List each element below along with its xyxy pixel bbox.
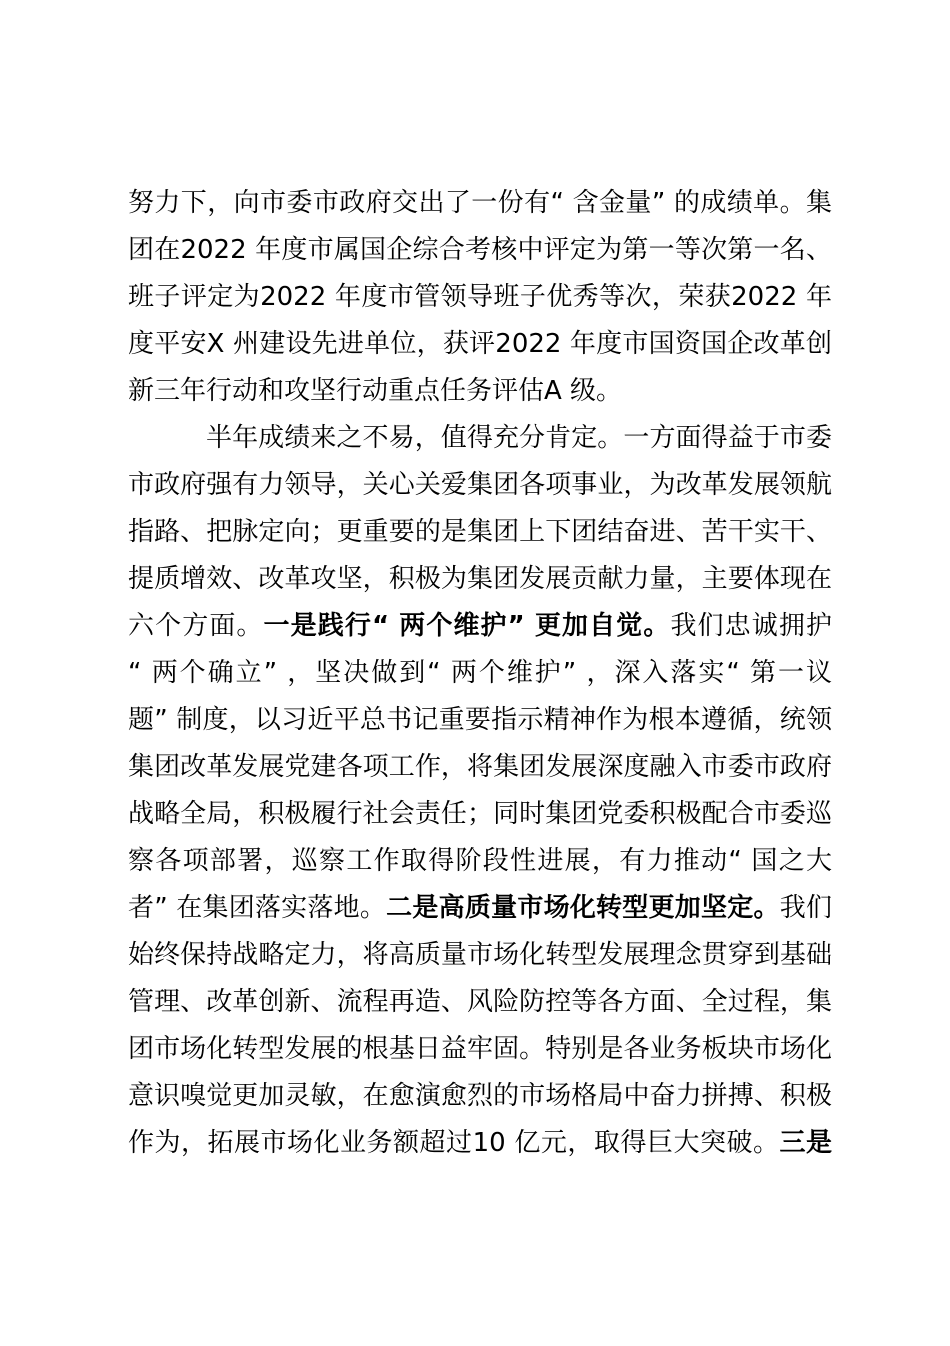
text-segment: 半年成绩来之不易，值得充分肯定。一方面得益于市委 <box>206 423 832 453</box>
text-line <box>128 274 832 321</box>
text-line <box>128 1073 832 1120</box>
text-segment: 我们 <box>779 893 832 923</box>
text-segment: 作为，拓展市场化业务额超过10 亿元，取得巨大突破。 <box>128 1128 780 1158</box>
text-segment: 集团改革发展党建各项工作，将集团发展深度融入市委市政府 <box>128 752 832 782</box>
text-segment: 管理、改革创新、流程再造、风险防控等各方面、全过程，集 <box>128 987 832 1017</box>
text-segment: 指路、把脉定向；更重要的是集团上下团结奋进、苦干实干、 <box>128 517 832 547</box>
text-segment: 察各项部署，巡察工作取得阶段性进展，有力推动“ 国之大 <box>128 846 832 876</box>
text-segment: 市政府强有力领导，关心关爱集团各项事业，为改革发展领航 <box>128 470 832 500</box>
text-line <box>128 603 832 650</box>
text-segment: 六个方面。 <box>128 611 264 641</box>
text-line <box>128 227 832 274</box>
text-line <box>128 932 832 979</box>
paragraph <box>128 180 832 415</box>
text-line <box>128 697 832 744</box>
text-segment: 战略全局，积极履行社会责任；同时集团党委积极配合市委巡 <box>128 799 832 829</box>
text-line <box>128 838 832 885</box>
text-segment: 题” 制度，以习近平总书记重要指示精神作为根本遵循，统领 <box>128 705 832 735</box>
text-segment: 团在2022 年度市属国企综合考核中评定为第一等次第一名、 <box>128 235 832 265</box>
text-segment: 新三年行动和攻坚行动重点任务评估A 级。 <box>128 376 623 406</box>
text-line <box>128 415 832 462</box>
paragraph <box>128 415 832 1167</box>
text-segment: 努力下，向市委市政府交出了一份有“ 含金量” 的成绩单。集 <box>128 188 832 218</box>
text-segment: 团市场化转型发展的根基日益牢固。特别是各业务板块市场化 <box>128 1034 832 1064</box>
bold-text-segment: 二是高质量市场化转型更加坚定。 <box>386 893 780 923</box>
text-segment: 班子评定为2022 年度市管领导班子优秀等次，荣获2022 年 <box>128 282 832 312</box>
body-text <box>128 180 832 1167</box>
text-segment: 提质增效、改革攻坚，积极为集团发展贡献力量，主要体现在 <box>128 564 832 594</box>
text-line <box>128 556 832 603</box>
text-segment: “ 两个确立” ，坚决做到“ 两个维护” ，深入落实“ 第一议 <box>128 658 832 688</box>
bold-text-segment: 三是 <box>779 1128 832 1158</box>
text-line <box>128 979 832 1026</box>
text-line <box>128 791 832 838</box>
text-line <box>128 1120 832 1167</box>
text-line <box>128 321 832 368</box>
bold-text-segment: 一是践行“ 两个维护” 更加自觉。 <box>263 611 671 641</box>
text-line <box>128 509 832 556</box>
text-line <box>128 368 832 415</box>
text-line <box>128 885 832 932</box>
text-segment: 者” 在集团落实落地。 <box>128 893 387 923</box>
text-line <box>128 744 832 791</box>
text-segment: 我们忠诚拥护 <box>670 611 832 641</box>
text-segment: 度平安X 州建设先进单位，获评2022 年度市国资国企改革创 <box>128 329 832 359</box>
text-line <box>128 180 832 227</box>
text-line <box>128 1026 832 1073</box>
text-segment: 始终保持战略定力，将高质量市场化转型发展理念贯穿到基础 <box>128 940 832 970</box>
text-segment: 意识嗅觉更加灵敏，在愈演愈烈的市场格局中奋力拼搏、积极 <box>128 1081 832 1111</box>
text-line <box>128 462 832 509</box>
text-line <box>128 650 832 697</box>
